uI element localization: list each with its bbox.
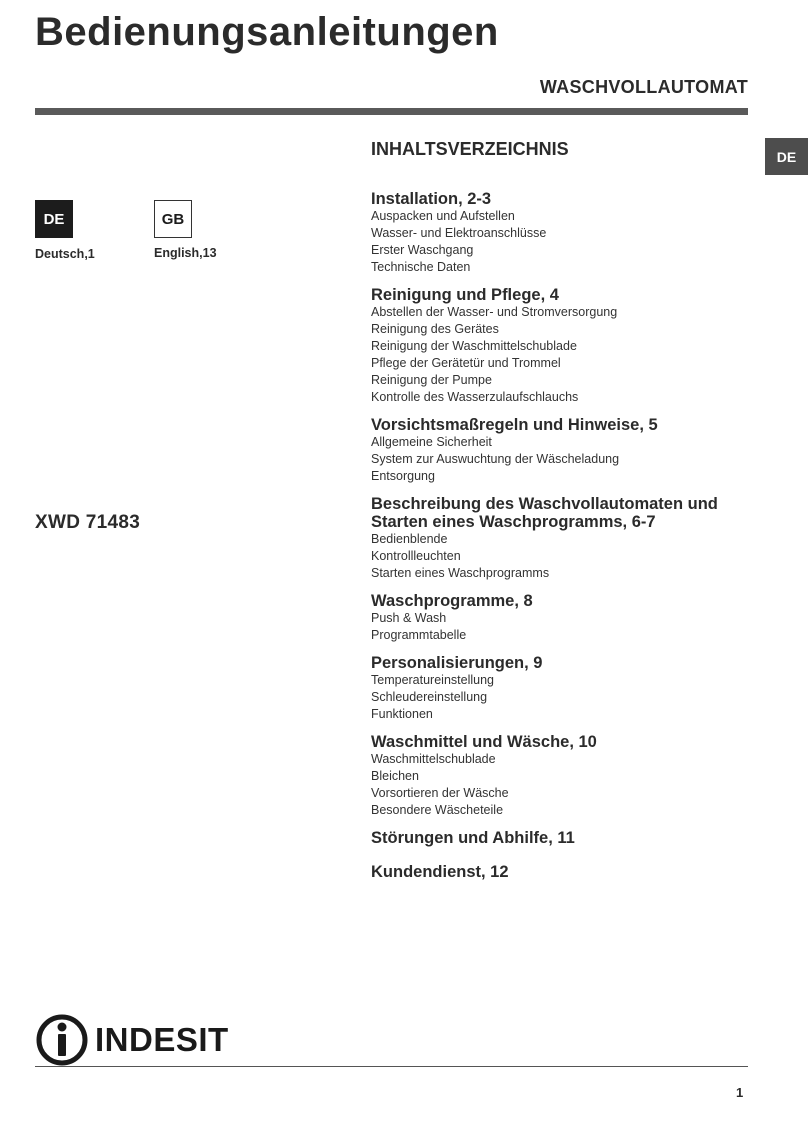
toc-item: Programmtabelle xyxy=(371,628,467,642)
language-label-gb: English,13 xyxy=(154,246,217,260)
toc-section xyxy=(371,733,771,819)
toc-section-title[interactable]: Reinigung und Pflege, 4 xyxy=(371,286,559,304)
toc-section-title[interactable]: Vorsichtsmaßregeln und Hinweise, 5 xyxy=(371,416,658,434)
language-badge-gb[interactable]: GB xyxy=(154,200,192,238)
toc-section-title[interactable]: Beschreibung des Waschvollautomaten und xyxy=(371,495,718,513)
model-number: XWD 71483 xyxy=(35,512,141,533)
toc-item: Vorsortieren der Wäsche xyxy=(371,786,509,800)
toc-section xyxy=(371,863,771,881)
toc-item: Reinigung des Gerätes xyxy=(371,322,499,336)
toc-item: Entsorgung xyxy=(371,469,435,483)
brand-wordmark: INDESIT xyxy=(95,1021,229,1058)
toc-item: Waschmittelschublade xyxy=(371,752,496,766)
page-number: 1 xyxy=(736,1085,744,1100)
toc-section xyxy=(371,416,771,485)
footer-divider xyxy=(35,1066,748,1067)
header-divider xyxy=(35,108,748,115)
table-of-contents xyxy=(371,190,771,891)
toc-section-title[interactable]: Installation, 2-3 xyxy=(371,190,492,208)
toc-item: Temperatureinstellung xyxy=(371,673,494,687)
toc-heading: INHALTSVERZEICHNIS xyxy=(371,139,569,159)
toc-item: Reinigung der Waschmittelschublade xyxy=(371,339,577,353)
toc-item: Technische Daten xyxy=(371,260,471,274)
toc-item: Push & Wash xyxy=(371,611,447,625)
toc-section xyxy=(371,286,771,406)
toc-item: Abstellen der Wasser- und Stromversorgung xyxy=(371,305,618,319)
toc-section-title[interactable]: Kundendienst, 12 xyxy=(371,863,509,881)
toc-item: Pflege der Gerätetür und Trommel xyxy=(371,356,561,370)
toc-item: Besondere Wäscheteile xyxy=(371,803,504,817)
indesit-logo-icon xyxy=(35,1013,89,1067)
toc-section-title[interactable]: Personalisierungen, 9 xyxy=(371,654,543,672)
toc-section xyxy=(371,592,771,644)
toc-section xyxy=(371,190,771,276)
toc-item: System zur Auswuchtung der Wäscheladung xyxy=(371,452,620,466)
toc-item: Auspacken und Aufstellen xyxy=(371,209,515,223)
page-title: Bedienungsanleitungen xyxy=(35,10,499,54)
toc-item: Schleudereinstellung xyxy=(371,690,488,704)
toc-section-title[interactable]: Waschprogramme, 8 xyxy=(371,592,533,610)
language-badge-de[interactable]: DE xyxy=(35,200,73,238)
toc-item: Kontrollleuchten xyxy=(371,549,461,563)
brand-logo xyxy=(35,1013,229,1067)
toc-item: Funktionen xyxy=(371,707,433,721)
toc-section xyxy=(371,829,771,847)
toc-item: Reinigung der Pumpe xyxy=(371,373,492,387)
toc-item: Bedienblende xyxy=(371,532,448,546)
toc-item: Erster Waschgang xyxy=(371,243,474,257)
toc-item: Kontrolle des Wasserzulaufschlauchs xyxy=(371,390,579,404)
toc-item: Bleichen xyxy=(371,769,419,783)
toc-section-title[interactable]: Störungen und Abhilfe, 11 xyxy=(371,829,575,847)
toc-item: Wasser- und Elektroanschlüsse xyxy=(371,226,547,240)
toc-section-title[interactable]: Waschmittel und Wäsche, 10 xyxy=(371,733,597,751)
language-label-de: Deutsch,1 xyxy=(35,247,95,261)
toc-section xyxy=(371,654,771,723)
toc-section xyxy=(371,495,771,582)
language-side-tab: DE xyxy=(765,138,808,175)
toc-item: Starten eines Waschprogramms xyxy=(371,566,550,580)
product-category: WASCHVOLLAUTOMAT xyxy=(539,77,748,97)
toc-item: Allgemeine Sicherheit xyxy=(371,435,492,449)
toc-section-title-line2[interactable]: Starten eines Waschprogramms, 6-7 xyxy=(371,513,656,531)
